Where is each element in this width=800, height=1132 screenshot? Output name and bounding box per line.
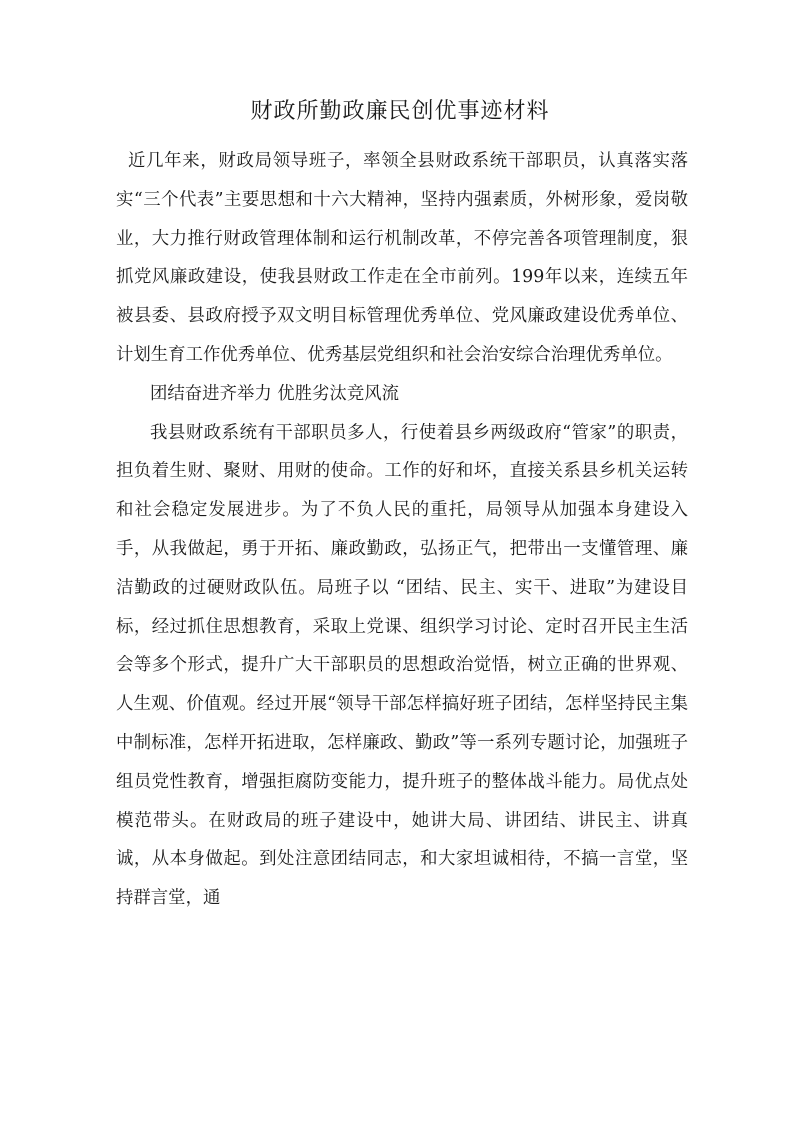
paragraph-intro: 近几年来，财政局领导班子，率领全县财政系统干部职员，认真落实落实“三个代表”主要思想和十六大精神，坚持内强素质，外树形象，爱岗敬业，大力推行财政管理体制和运行机制改革，不停完善各项管理制度，狠抓党风廉政建设，使我县财政工作走在全市前列。199年以来，连续五年被县委、县政府授予双文明目标管理优秀单位、党风廉政建设优秀单位、计划生育工作优秀单位、优秀基层党组织和社会治安综合治理优秀单位。 [116,151,688,365]
document-body [116,142,688,918]
paragraph-team-building: 我县财政系统有干部职员多人，行使着县乡两级政府“管家”的职责，担负着生财、聚财、用财的使命。工作的好和坏，直接关系县乡机关运转和社会稳定发展进步。为了不负人民的重托，局领导从加强本身建设入手，从我做起，勇于开拓、廉政勤政，弘扬正气，把带出一支懂管理、廉洁勤政的过硬财政队伍。局班子以 “团结、民主、实干、进取”为建设目标，经过抓住思想教育，采取上党课、组织学习讨论、定时召开民主生活会等多个形式，提升广大干部职员的思想政治觉悟，树立正确的世界观、人生观、价值观。经过开展“领导干部怎样搞好班子团结，怎样坚持民主集中制标准，怎样开拓进取，怎样廉政、勤政”等一系列专题讨论，加强班子组员党性教育，增强拒腐防变能力，提升班子的整体战斗能力。局优点处模范带头。在财政局的班子建设中，她讲大局、讲团结、讲民主、讲真诚，从本身做起。到处注意团结同志，和大家坦诚相待，不搞一言堂，坚持群言堂，通 [116,422,688,909]
document-title: 财政所勤政廉民创优事迹材料 [250,99,550,124]
section-subheading: 团结奋进齐举力 优胜劣汰竞风流 [150,383,399,404]
